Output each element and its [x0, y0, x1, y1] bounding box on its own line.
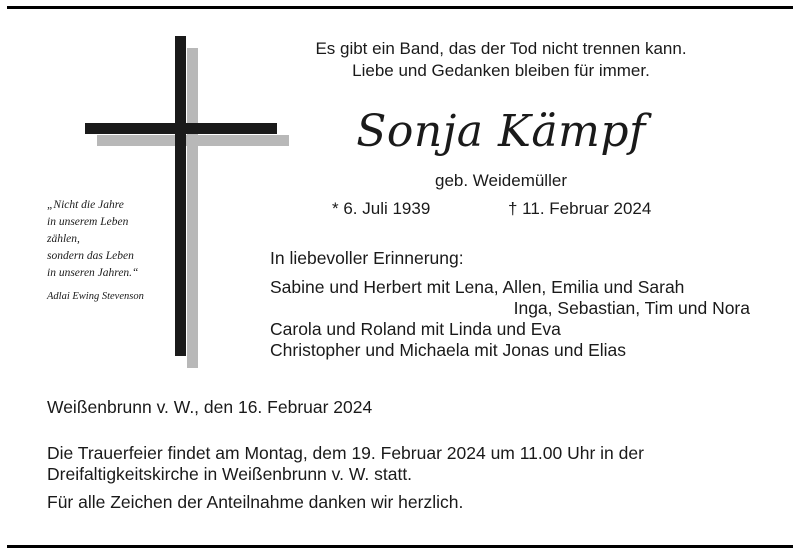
service-line-2: Dreifaltigkeitskirche in Weißenbrunn v. W. statt. — [47, 464, 413, 484]
verse-line-1: Es gibt ein Band, das der Tod nicht trennen kann. — [315, 39, 687, 58]
mourners-heading: In liebevoller Erinnerung: — [270, 248, 464, 268]
thanks-line: Für alle Zeichen der Anteilnahme danken wir herzlich. — [47, 492, 464, 512]
cross-shadow-horizontal — [97, 135, 289, 146]
quote-line: in unserem Leben — [47, 216, 129, 228]
cross-bar-vertical — [175, 36, 186, 356]
place-date: Weißenbrunn v. W., den 16. Februar 2024 — [47, 397, 373, 417]
service-line-1: Die Trauerfeier findet am Montag, dem 19. Februar 2024 um 11.00 Uhr in der — [47, 443, 644, 463]
mourner-line: Carola und Roland mit Linda und Eva — [270, 319, 561, 339]
mourners-list — [270, 248, 750, 361]
mourner-line: Christopher und Michaela mit Jonas und Elias — [270, 340, 627, 360]
quote-line: in unseren Jahren.“ — [47, 267, 139, 279]
quote-block — [47, 197, 187, 305]
verse — [262, 38, 740, 82]
death-date: † 11. Februar 2024 — [508, 199, 652, 218]
birth-date: * 6. Juli 1939 — [332, 199, 431, 218]
quote-line: sondern das Leben — [47, 250, 134, 262]
deceased-name: Sonja Kämpf — [356, 106, 646, 157]
quote-line: „Nicht die Jahre — [47, 199, 124, 211]
cross-bar-horizontal — [85, 123, 277, 134]
verse-line-2: Liebe und Gedanken bleiben für immer. — [352, 61, 650, 80]
quote-line: zählen, — [47, 233, 80, 245]
mourner-line: Inga, Sebastian, Tim und Nora — [513, 298, 750, 318]
maiden-name: geb. Weidemüller — [435, 171, 567, 190]
quote-author: Adlai Ewing Stevenson — [47, 291, 144, 302]
cross-shadow-vertical — [187, 48, 198, 368]
service-info — [47, 443, 767, 485]
mourner-line: Sabine und Herbert mit Lena, Allen, Emilia und Sarah — [270, 277, 685, 297]
